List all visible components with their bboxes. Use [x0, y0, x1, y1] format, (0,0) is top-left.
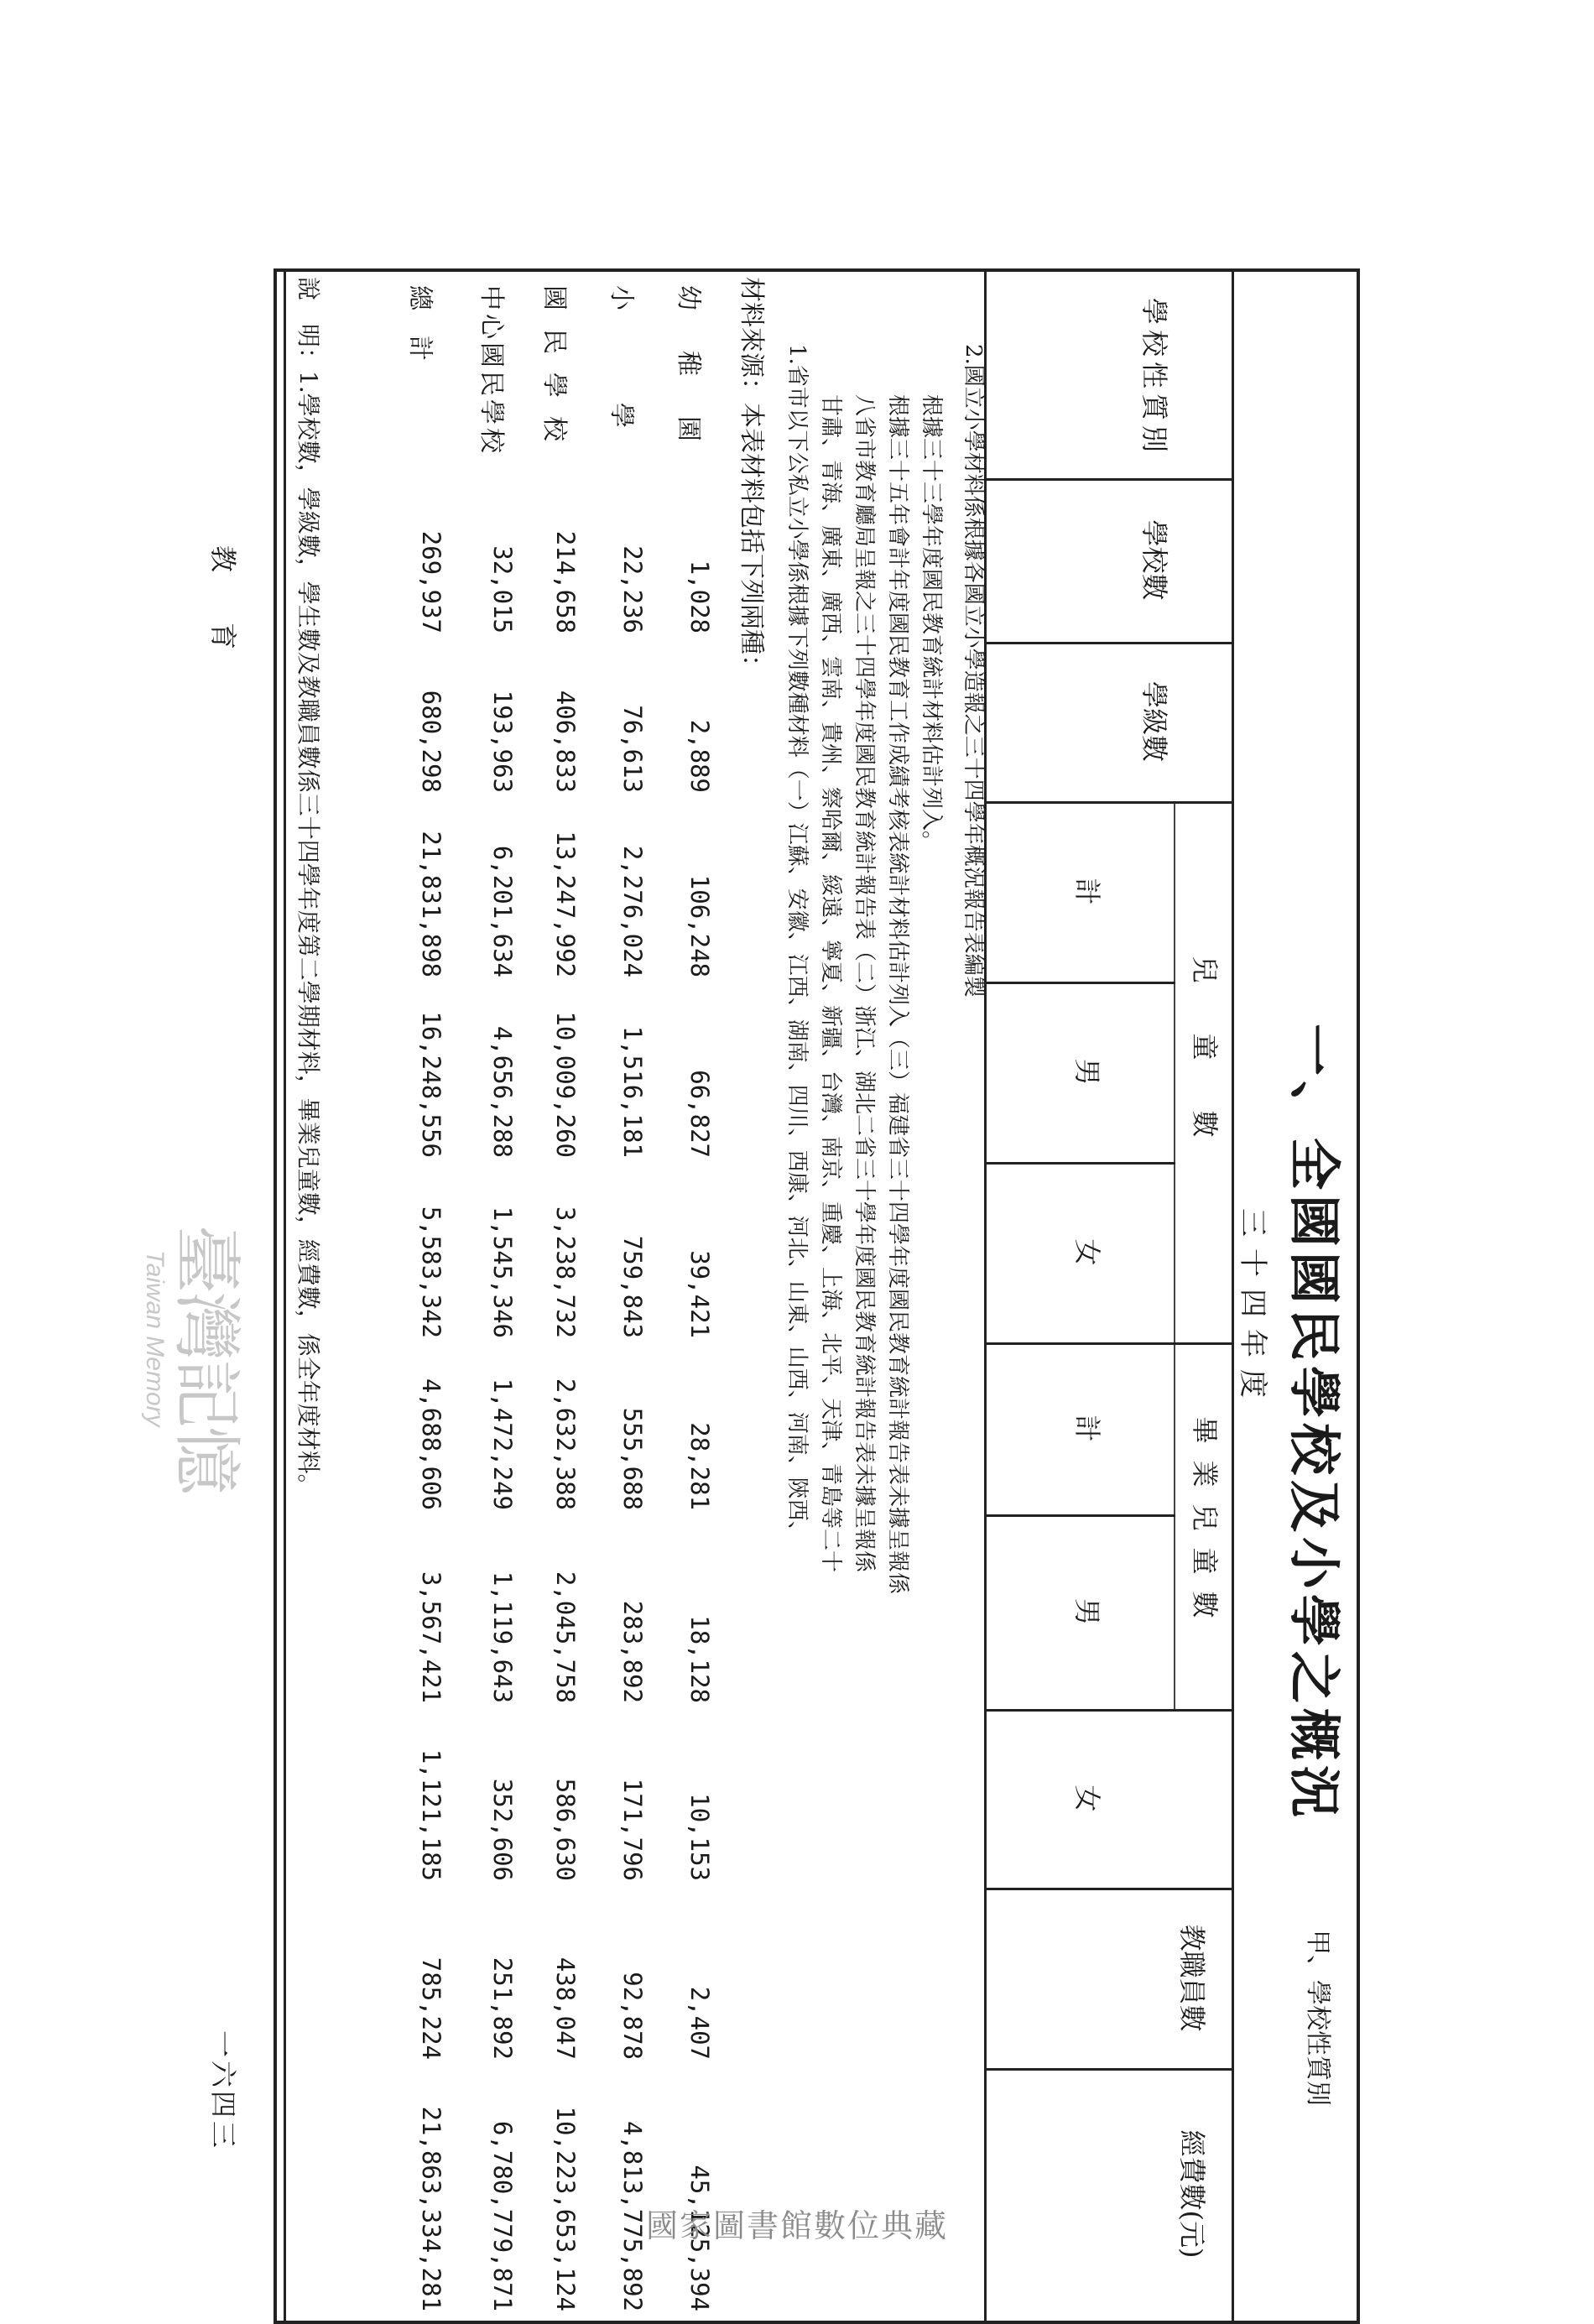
source-line-national: 2.國立小學材料係根據各國立小學造報之三十四學年概況報告表編製 — [961, 344, 986, 998]
header-grad-total: 計 — [1071, 1415, 1103, 1442]
header-children-male: 男 — [1071, 1058, 1103, 1086]
cell-children-male: 66,827 — [685, 1070, 714, 1158]
cell-staff: 2,407 — [685, 1986, 714, 2060]
cell-expense: 4,813,775,892 — [618, 2121, 647, 2311]
cell-grad-male: 18,128 — [685, 1615, 714, 1703]
cell-grad-female: 352,606 — [488, 1778, 517, 1881]
col-divider — [987, 478, 1234, 481]
cell-staff: 92,878 — [618, 1972, 647, 2060]
cell-expense: 6,780,779,871 — [488, 2121, 517, 2311]
header-schools: 學校數 — [1138, 519, 1170, 601]
document-year: 三十四年度 — [1236, 1208, 1269, 1410]
cell-schools: 22,236 — [618, 545, 647, 633]
source-heading: 材料來源：本表材料包括下列兩種： — [737, 277, 766, 680]
cell-expense: 21,863,334,281 — [417, 2106, 445, 2311]
source-line: 根據三十三學年度國民教育統計材料估計列入。 — [919, 394, 944, 853]
cell-schools: 214,658 — [551, 530, 580, 633]
cell-staff: 251,892 — [488, 1957, 517, 2060]
document-subtitle: 甲、學校性質別 — [1303, 1930, 1332, 2106]
cell-children-male: 4,656,288 — [488, 1025, 517, 1158]
footer-library-credit: 國家圖書館數位典藏 — [645, 2207, 948, 2244]
cell-children-male: 1,516,181 — [618, 1025, 647, 1158]
row-label: 中心國民學校 — [477, 285, 506, 456]
explanation-rule — [284, 268, 286, 2324]
cell-schools: 269,937 — [417, 530, 445, 633]
cell-grad-total: 28,281 — [685, 1422, 714, 1510]
cell-grad-total: 555,688 — [618, 1407, 647, 1510]
watermark-en: Taiwan Memory — [141, 1250, 169, 1427]
cell-children-total: 2,276,024 — [618, 845, 647, 977]
cell-grad-male: 3,567,421 — [417, 1571, 445, 1703]
row-label: 國民學校 — [539, 285, 569, 460]
cell-grad-total: 1,472,249 — [488, 1378, 517, 1510]
cell-schools: 32,015 — [488, 545, 517, 633]
explanation-note: 說 明：1.學校數，學級數，學生數及教職員數係三十四學年度第二學期材料，畢業兒童數，經費數，係全年度材料。 — [294, 277, 322, 1498]
watermark-cn: 臺灣記憶 — [166, 1225, 246, 1494]
cell-grad-male: 2,045,758 — [551, 1571, 580, 1703]
cell-children-female: 5,583,342 — [417, 1206, 445, 1338]
cell-classes: 406,833 — [551, 690, 580, 793]
page-number: 一六四三 — [207, 2030, 239, 2152]
document-title: 一、全國國民學校及小學之概況 — [1284, 1024, 1345, 1823]
cell-children-male: 16,248,556 — [417, 1011, 445, 1158]
header-graduates-group: 畢業兒童數 — [1189, 1416, 1221, 1635]
cell-expense: 45,125,394 — [685, 2165, 714, 2311]
group-divider-rule — [1174, 801, 1175, 1709]
cell-children-male: 10,009,260 — [551, 1011, 580, 1158]
source-line: 根據三十五年會計年度國民教育工作成績考核表統計材料估計列入（三）福建省三十四學年度國民教育統計報告表未據呈報係 — [885, 394, 910, 1595]
cell-children-total: 13,247,992 — [551, 831, 580, 977]
row-label: 總計 — [405, 285, 435, 386]
cell-grad-female: 10,153 — [685, 1793, 714, 1881]
source-line: 1.省市以下公私立小學係根據下列數種材料（一）江蘇、安徽、江西、湖南、四川、西康、河北、山東、山西、河南、陝西、 — [784, 344, 810, 1543]
cell-classes: 2,889 — [685, 719, 714, 793]
cell-grad-female: 586,630 — [551, 1778, 580, 1881]
header-staff: 教職員數 — [1176, 1924, 1208, 2032]
cell-children-female: 1,545,346 — [488, 1206, 517, 1338]
cell-expense: 10,223,653,124 — [551, 2106, 580, 2311]
row-label: 幼稚園 — [674, 285, 703, 482]
cell-staff: 785,224 — [417, 1957, 445, 2060]
cell-grad-female: 1,121,185 — [417, 1748, 445, 1881]
cell-grad-male: 283,892 — [618, 1600, 647, 1703]
taiwan-memory-watermark — [135, 1225, 261, 1494]
rotated-document-sheet — [141, 268, 1360, 2324]
header-grad-male: 男 — [1071, 1597, 1103, 1625]
cell-grad-male: 1,119,643 — [488, 1571, 517, 1703]
cell-children-total: 21,831,898 — [417, 831, 445, 977]
cell-children-female: 759,843 — [618, 1235, 647, 1338]
source-line: 甘肅、青海、廣東、廣西、雲南、貴州、察哈爾、綏遠、寧夏、新疆、台灣、南京、重慶、上海、北平、天津、青島等二十 — [818, 394, 843, 1573]
cell-children-female: 39,421 — [685, 1250, 714, 1338]
table-top-rule — [1232, 268, 1234, 2324]
header-classes: 學級數 — [1138, 680, 1170, 762]
col-divider — [987, 642, 1234, 644]
cell-classes: 76,613 — [618, 705, 647, 793]
cell-staff: 438,047 — [551, 1957, 580, 2060]
header-children-female: 女 — [1071, 1238, 1103, 1266]
cell-classes: 680,298 — [417, 690, 445, 793]
header-grad-female: 女 — [1071, 1785, 1103, 1812]
header-children-group: 兒童數 — [1189, 956, 1221, 1188]
header-expense: 經費數(元) — [1176, 2129, 1208, 2259]
source-line: 八省市教育廳局呈報之三十四學年度國民教育統計報告表（二）浙江、湖北二省三十學年度國民教育統計報告表未據呈報係 — [852, 394, 877, 1573]
cell-children-female: 3,238,732 — [551, 1206, 580, 1338]
row-label: 小學 — [607, 285, 636, 520]
cell-grad-female: 171,796 — [618, 1778, 647, 1881]
cell-grad-total: 4,688,606 — [417, 1378, 445, 1510]
header-school-type: 學校性質別 — [1138, 297, 1170, 457]
cell-children-total: 106,248 — [685, 874, 714, 977]
col-divider — [987, 1709, 1234, 1712]
cell-children-total: 6,201,634 — [488, 845, 517, 977]
cell-schools: 1,028 — [685, 560, 714, 633]
header-children-total: 計 — [1071, 878, 1103, 905]
page-side-label: 教育 — [207, 545, 239, 701]
cell-grad-total: 2,632,388 — [551, 1378, 580, 1510]
cell-classes: 193,963 — [488, 690, 517, 793]
